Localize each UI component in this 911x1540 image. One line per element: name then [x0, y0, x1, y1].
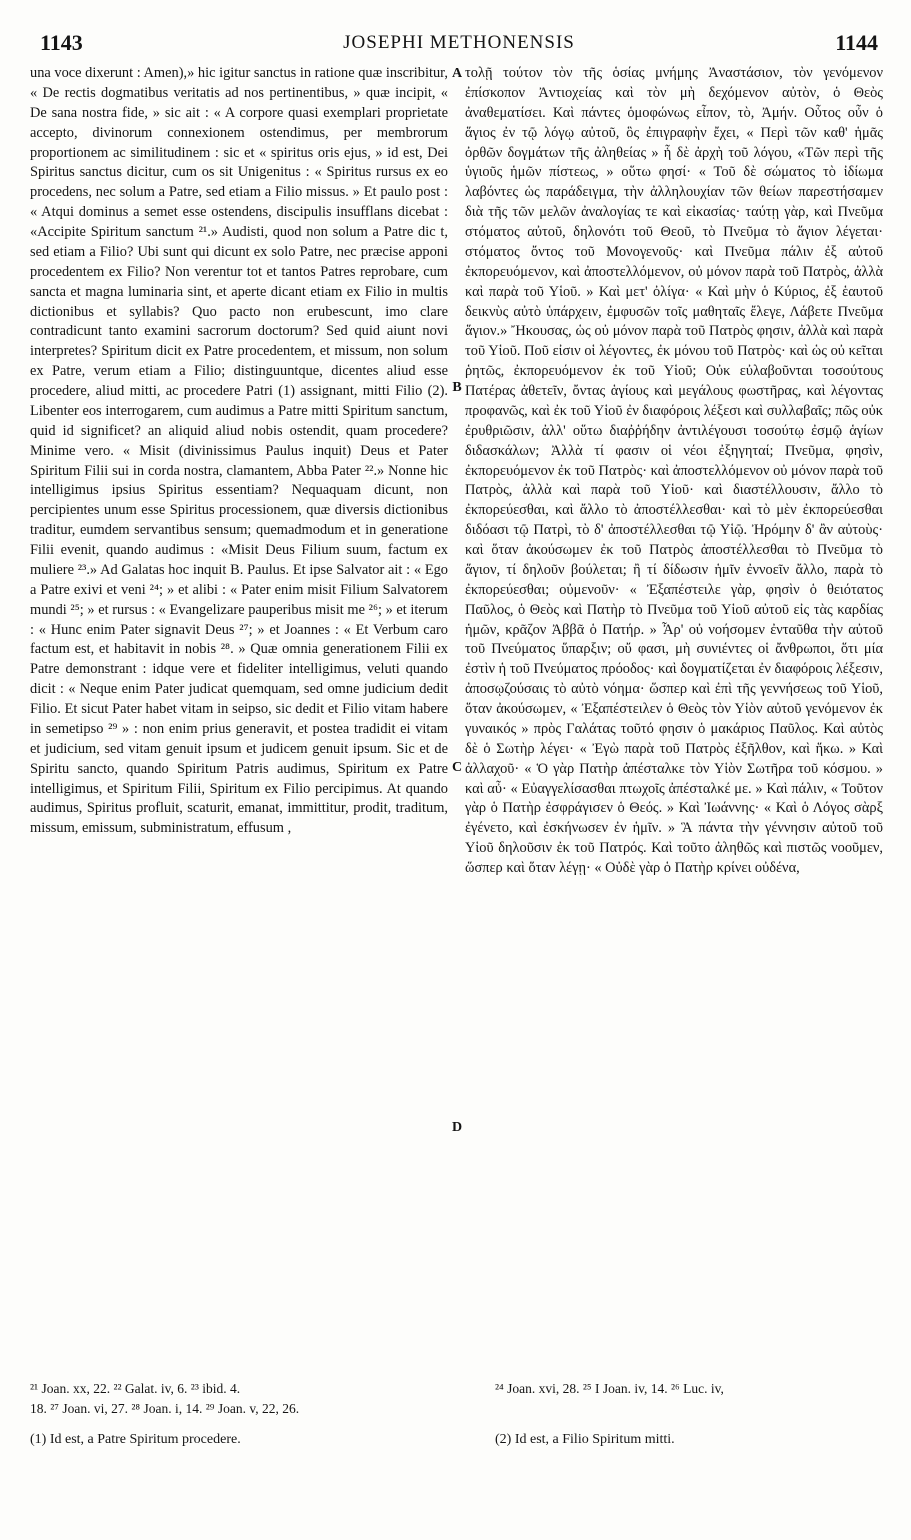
page-header: [40, 30, 878, 60]
greek-paragraph: τολῇ τούτον τὸν τῆς ὁσίας μνήμης Ἀναστάσιον, τὸν γενόμενον ἐπίσκοπον Ἀντιοχείας καὶ τὸν μὴ δεχόμενον αὐτὸν, ὁ Θεὸς ἀναθεματίσει. Καὶ πάντες ὁμοφώνως εἶπον, τὸ, Ἀμήν. Οὗτος οὖν ὁ ἅγιος ἐν τῷ λόγῳ αὐτοῦ, ὃς ἐπιγραφὴν ἔχει, « Περὶ τῶν καθ' ἡμᾶς ὀρθῶν δογμάτων τῆς ἀληθείας » ἧ δὲ ἀρχὴ τοῦ λόγου, «Τῶν περὶ τῆς ὑγιοῦς ἡμῶν πίστεως, » οὕτω φησί· « Τοῦ δὲ σώματος τὸ ἰδίωμα λαβόντες ὡς παράδειγμα, τὴν ἀλληλουχίαν τῶν θείων παρεστήσαμεν διὰ τῆς τῶν μελῶν ἀναλογίας τε καὶ εἰκασίας· ταύτῃ γὰρ, καὶ Πνεῦμα στόματος αὐτοῦ, δηλονότι τοῦ Θεοῦ, τὸ Πνεῦμα τὸ ἅγιον λέγεται· στόματος ὄντος τοῦ Μονογενοῦς· καὶ Πνεῦμα πάλιν ἐξ αὐτοῦ ἐκπορευόμενον, καὶ ἀποστελλόμενον, οὐ μόνον παρὰ τοῦ Πατρὸς, ἀλλὰ καὶ παρὰ τοῦ Υἱοῦ. » Καὶ μετ' ὀλίγα· « Καὶ μὴν ὁ Κύριος, ἐξ ἑαυτοῦ δεικνὺς αὐτὸ ὑπάρχειν, ἐμφυσῶν τοῖς μαθηταῖς ἔλεγε, Λάβετε Πνεῦμα ἅγιον.» Ἤκουσας, ὡς οὐ μόνον παρὰ τοῦ Πατρὸς φησιν, ἀλλὰ καὶ παρὰ τοῦ Υἱοῦ. Ποῦ εἰσιν οἱ λέγοντες, ἐκ μόνου τοῦ Πατρὸς· καὶ ὡς οὐ κεῖται ῥητῶς, ἐκπορευόμενον ἐκ τοῦ Υἱοῦ; Οὐκ εὐλαβοῦνται τοσούτους Πατέρας ἀθετεῖν, ὄντας ἁγίους καὶ μεγάλους φωστῆρας, καὶ λέγοντας προφανῶς, καὶ ἐκ τοῦ Υἱοῦ ἐν διαφόροις λέξεσι καὶ συλλαβαῖς; πῶς οὐκ ἐρυθριῶσιν, ἀλλ' οὕτω διαῤῥήδην ἀντιλέγουσι τοσούτῳ ἐσμῷ ἁγίων διδασκάλων; Ἀλλὰ τί φασιν οἱ νέοι ἐξηγηταί; Πνεῦμα, φησὶν, ἐκπορευόμενον ἐκ τοῦ Πατρὸς· καὶ ἀποστελλόμενον οὐ μόνον παρὰ τοῦ Πατρὸς, ἀλλὰ καὶ παρὰ τοῦ Υἱοῦ· καὶ διαστέλλουσιν, ἄλλο τὸ ἐκπορεύεσθαι, καὶ ἄλλο τὸ ἀποστέλλεσθαι· καὶ τὸ μὲν ἐκπορεύεσθαι διδόασι τῷ Πατρὶ, τὸ δ' ἀποστέλλεσθαι τῷ Υἱῷ. Ἠρόμην δ' ἂν αὐτοὺς· καὶ ὅταν ἀκούσωμεν ἐκ τοῦ Πατρὸς ἀποστέλλεσθαι τὸ Πνεῦμα τὸ ἅγιον, τί δηλοῦν βούλεται; ἢ τί δίδωσιν ἡμῖν ἐννοεῖν ἄλλο, παρὰ τὸ ἐκπορεύεσθαι; οὐμενοῦν· « Ἐξαπέστειλε γὰρ, φησὶν ὁ θειότατος Παῦλος, ὁ Θεὸς καὶ Πατὴρ τὸ Πνεῦμα τοῦ Υἱοῦ αὐτοῦ εἰς τὰς καρδίας ἡμῶν, κρᾶζον Ἀββᾶ ὁ Πατήρ. » Ἆρ' οὐ νοήσομεν ἐνταῦθα τὴν αὐτοῦ τοῦ Πνεύματος ὕπαρξιν; οὔ φασι, μὴ συνιέντες οἱ ἄνθρωποι, ὅτι μία ἐστὶν ἡ τοῦ Πνεύματος πρόοδος· καὶ δογματίζεται ἐν διαφόροις λέξεσιν, ἀποσῳζούσαις τὸ αὐτὸ νόημα· ὥσπερ καὶ ἐπὶ τῆς γεννήσεως τοῦ Υἱοῦ, ὅταν ἀκούσωμεν, « Ἐξαπέστειλεν ὁ Θεὸς τὸν Υἱὸν αὐτοῦ γενόμενον ἐκ γυναικός » πρὸς Γαλάτας τοῦτό φησιν ὁ μακάριος Παῦλος. Καὶ αὐτὸς δὲ ὁ Σωτὴρ λέγει· « Ἐγὼ παρὰ τοῦ Πατρὸς ἐξῆλθον, καὶ ἥκω. » Καὶ ἀλλαχοῦ· « Ὁ γὰρ Πατὴρ ἀπέσταλκε τὸν Υἱὸν Σωτῆρα τοῦ κόσμου. » καὶ αὖ· « Εὐαγγελίσασθαι πτωχοῖς ἀπέσταλκέ με. » Καὶ πάλιν, « Τοῦτον γὰρ ὁ Πατὴρ ἐσφράγισεν ὁ Θεός. » Καὶ Ἰωάννης· « Καὶ ὁ Λόγος σὰρξ ἐγένετο, καὶ ἐσκήνωσεν ἐν ἡμῖν. » Ἃ πάντα τὴν γέννησιν αὐτοῦ τοῦ Υἱοῦ δηλοῦσιν ἐκ τοῦ Πατρός. Καὶ τοῦτο ἀληθῶς καὶ πιστῶς νοοῦμεν, ὥσπερ καὶ ὅταν λέγῃ· « Οὐδὲ γὰρ ὁ Πατὴρ κρίνει οὐδένα,: [465, 65, 883, 876]
latin-column: [30, 64, 448, 1369]
section-mark-d: D: [451, 1120, 463, 1135]
left-page-number: 1143: [40, 30, 83, 55]
section-mark-b: B: [452, 380, 462, 395]
latin-paragraph: una voce dixerunt : Amen),» hic igitur sanctus in ratione quæ inscribitur, « De rectis dogmatibus veritatis ad nos pertinentibus, » quæ incipit, « De sana nostra fide, » sic ait : « A corpore quasi exemplari proprietate accepto, divinorum connexionem ostendimus, per membrorum proportionem ac similitudinem : sic et « spiritus oris ejus, » id est, Dei Spiritus sanctus dicitur, cum os sit Unigenitus : « Spiritus rursus ex eo procedens, nec solum a Patre, sed etiam a Filio missus. » Et paulo post : « Atqui dominus a semet esse ostendens, discipulis insufflans dicebat : «Accipite Spiritum sanctum ²¹.» Audisti, quod non solum a Patre dic t, sed etiam a Filio? Ubi sunt qui dicunt ex solo Patre, nec præcise apponi procedentem ex Filio? Non verentur tot et tantos Patres reprobare, cum sancta et magna luminaria sint, et aperte dicant etiam ex Filio in multis dictionibus et syllabis? Quo pacto non erubescunt, imo clare contradicunt tanto examini sacrorum doctorum? Sed quid aiunt novi interpretes? Spiritum dicit ex Patre procedentem, et missum, non solum ex Patre, verum etiam a Filio; distinguuntque, dicentes aliud esse procedere, aliud mitti, ac procedere Patri (1) assignant, mitti Filio (2). Libenter eos interrogarem, cum audimus a Patre mitti Spiritum sanctum, quid id significet? an aliquid aliud nobis ostendit, quam procedere? Minime vero. « Misit (divinissimus Paulus inquit) Deus et Pater Spiritum Filii sui in corda nostra, clamantem, Abba Pater ²².» Nonne hic intelligimus ipsius Spiritus essentiam? Nequaquam dicunt, non percipientes unum esse Spiritus processionem, quæ diversis dictionibus traditur, eumdem servantibus sensum; quemadmodum et in generatione Filii evenit, quando audimus : «Misit Deus Filium suum, factum ex muliere ²³.» Ad Galatas hoc inquit B. Paulus. Et ipse Salvator ait : « Ego a Patre exivi et veni ²⁴; » et alibi : « Pater enim misit Filium Salvatorem mundi ²⁵; » et rursus : « Evangelizare pauperibus misit me ²⁶; » et iterum : « Hunc enim Pater signavit Deus ²⁷; » et Joannes : « Et Verbum caro factum est, et habitavit in nobis ²⁸. » Quæ omnia generationem Filii ex Patre demonstrant : idque vere et fideliter intelligimus, veluti quando dicit : « Neque enim Pater judicat quemquam, sed omne judicium dedit Filio. Et sicut Pater habet vitam in seipso, sic dedit et Filio vitam habere in semetipso ²⁹ » : non enim prius generavit, et postea tradidit ei vitam et judicium, sed vitam genuit ipsum et judicem genuit ipsum. Sic et de Spiritu sancto, quando Spiritum Patris audimus, Spiritum ex Patre intelligimus, et Spiritum Filii, Spiritum ex Filio percipimus. At quando audimus, Spiritus profluit, scaturit, emanat, immittitur, prodit, traditum, missum, emissum, subministratum, effusum ,: [30, 65, 448, 837]
section-mark-c: C: [451, 760, 463, 775]
reference-notes-right: ²⁴ Joan. xvi, 28. ²⁵ I Joan. iv, 14. ²⁶ Luc. iv,: [495, 1381, 724, 1396]
greek-column: [465, 64, 883, 1369]
running-title: JOSEPHI METHONENSIS: [343, 32, 575, 53]
reference-notes-left: ²¹ Joan. xx, 22. ²² Galat. iv, 6. ²³ ibid. 4.: [30, 1381, 241, 1396]
reference-notes-line2: 18. ²⁷ Joan. vi, 27. ²⁸ Joan. i, 14. ²⁹ Joan. v, 22, 26.: [30, 1401, 300, 1416]
footnote-2: (2) Id est, a Filio Spiritum mitti.: [495, 1432, 675, 1447]
right-page-number: 1144: [835, 30, 878, 55]
section-mark-a: A: [451, 66, 463, 81]
footnote-1: (1) Id est, a Patre Spiritum procedere.: [30, 1432, 241, 1447]
